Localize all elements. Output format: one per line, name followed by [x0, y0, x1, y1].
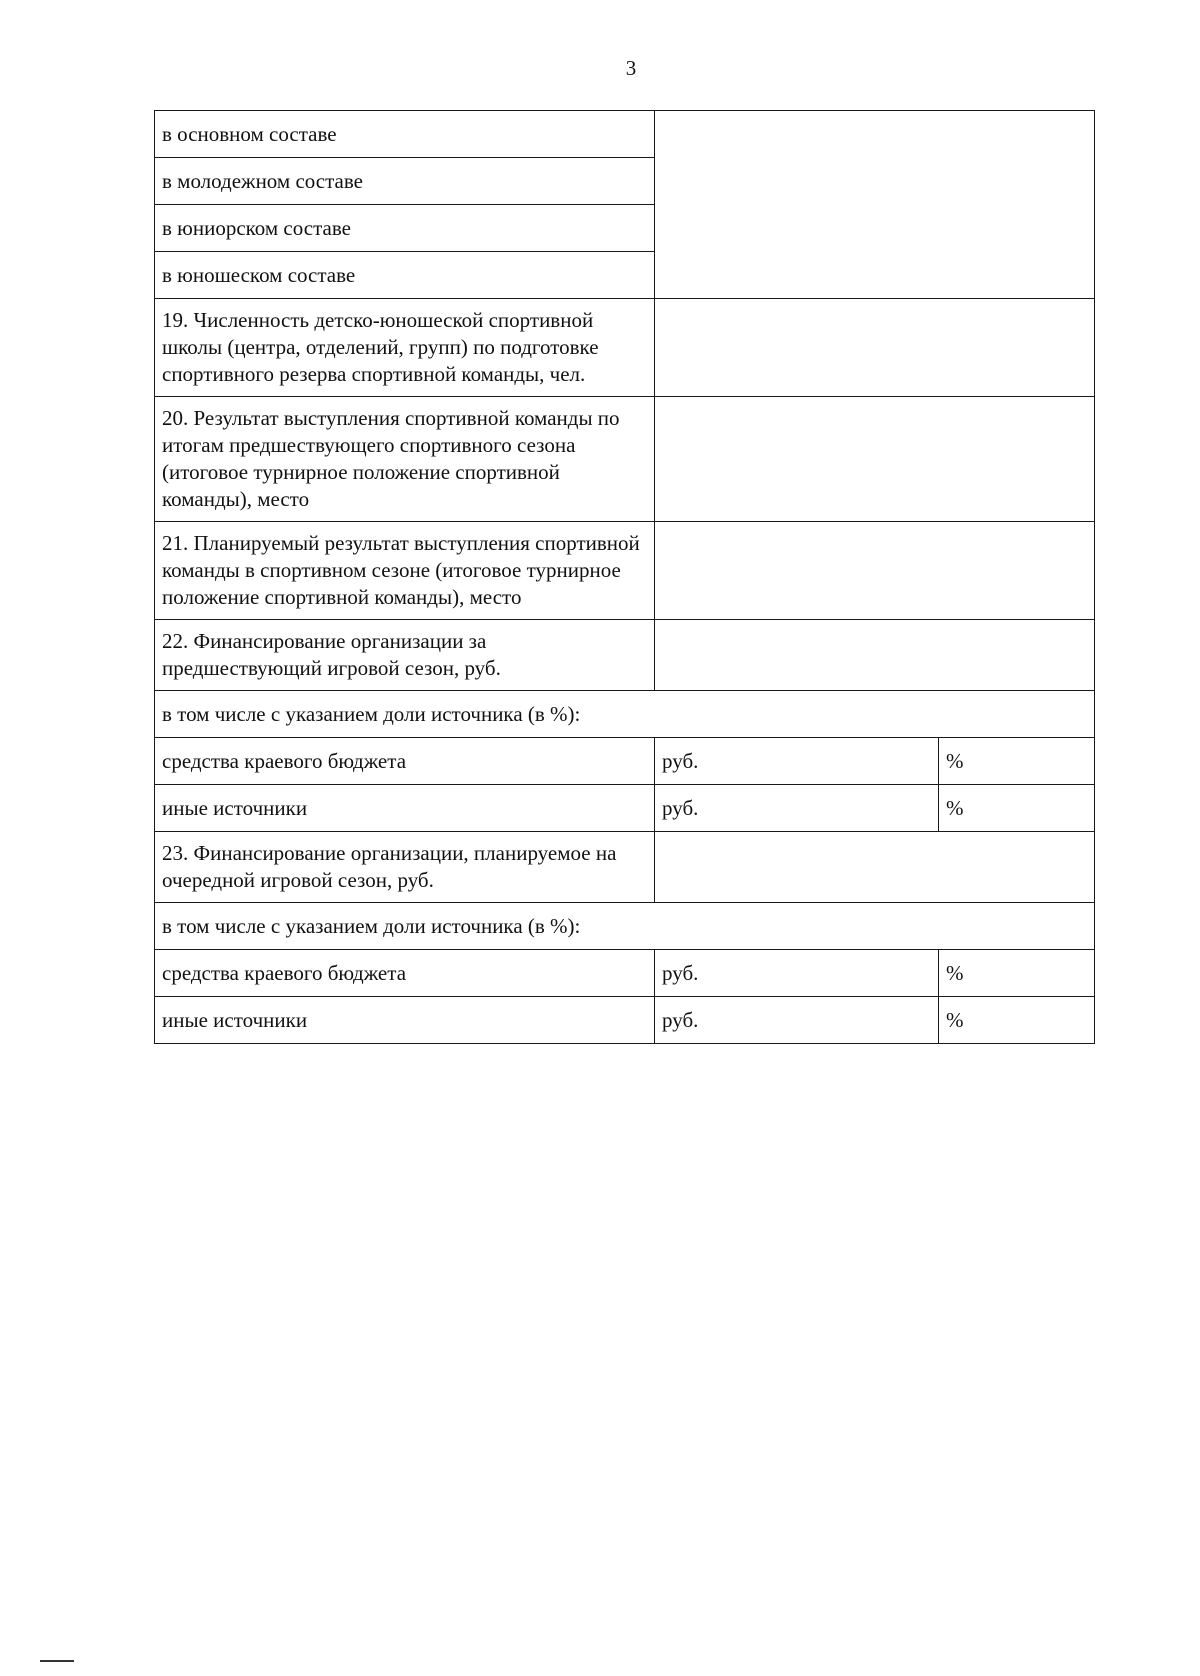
table-row — [155, 950, 1095, 997]
item-22-value-cell[interactable] — [655, 620, 1095, 691]
table-row — [155, 903, 1095, 950]
item-22-source-rub-cell[interactable]: руб. — [655, 785, 939, 832]
item-21-label: 21. Планируемый результат выступления спортивной команды в спортивном сезоне (итоговое турнирное положение спортивной команды), место — [155, 522, 655, 620]
item-23-share-note: в том числе с указанием доли источника (в %): — [155, 903, 1095, 950]
item-23-source-label: иные источники — [155, 997, 655, 1044]
table-row — [155, 997, 1095, 1044]
table-row — [155, 691, 1095, 738]
composition-label: в юниорском составе — [155, 205, 655, 252]
item-20-label: 20. Результат выступления спортивной команды по итогам предшествующего спортивного сезона (итоговое турнирное положение спортивной команды), место — [155, 397, 655, 522]
item-22-source-label: средства краевого бюджета — [155, 738, 655, 785]
table-row — [155, 111, 1095, 158]
page-footer-mark — [40, 1660, 74, 1662]
table-row — [155, 522, 1095, 620]
form-table — [154, 110, 1095, 1044]
item-22-source-percent-cell[interactable]: % — [939, 738, 1095, 785]
item-23-source-rub-cell[interactable]: руб. — [655, 950, 939, 997]
page-number: 3 — [625, 56, 637, 80]
item-22-source-label: иные источники — [155, 785, 655, 832]
composition-label: в основном составе — [155, 111, 655, 158]
item-23-label: 23. Финансирование организации, планируемое на очередной игровой сезон, руб. — [155, 832, 655, 903]
table-row — [155, 785, 1095, 832]
item-23-source-percent-cell[interactable]: % — [939, 997, 1095, 1044]
table-row — [155, 620, 1095, 691]
item-19-value-cell[interactable] — [655, 299, 1095, 397]
table-row — [155, 299, 1095, 397]
item-20-value-cell[interactable] — [655, 397, 1095, 522]
item-23-source-rub-cell[interactable]: руб. — [655, 997, 939, 1044]
item-23-source-label: средства краевого бюджета — [155, 950, 655, 997]
table-row — [155, 397, 1095, 522]
item-21-value-cell[interactable] — [655, 522, 1095, 620]
composition-value-cell[interactable] — [655, 111, 1095, 299]
composition-label: в юношеском составе — [155, 252, 655, 299]
item-23-value-cell[interactable] — [655, 832, 1095, 903]
table-row — [155, 738, 1095, 785]
item-19-label: 19. Численность детско-юношеской спортивной школы (центра, отделений, групп) по подготовке спортивного резерва спортивной команды, чел. — [155, 299, 655, 397]
item-22-source-rub-cell[interactable]: руб. — [655, 738, 939, 785]
item-22-source-percent-cell[interactable]: % — [939, 785, 1095, 832]
item-23-source-percent-cell[interactable]: % — [939, 950, 1095, 997]
table-row — [155, 832, 1095, 903]
item-22-share-note: в том числе с указанием доли источника (в %): — [155, 691, 1095, 738]
composition-label: в молодежном составе — [155, 158, 655, 205]
item-22-label: 22. Финансирование организации за предшествующий игровой сезон, руб. — [155, 620, 655, 691]
